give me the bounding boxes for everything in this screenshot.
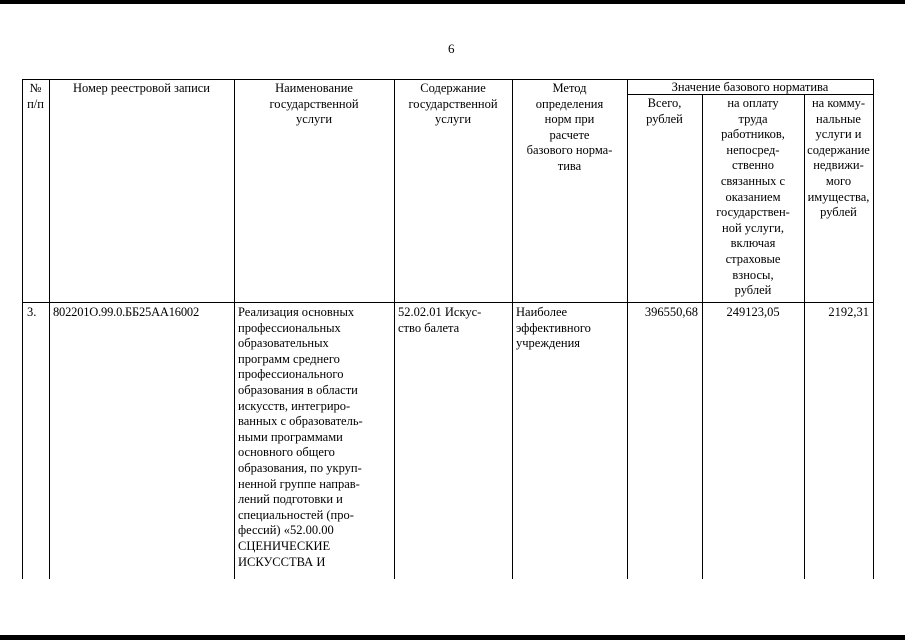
- col-line-0: [22, 79, 23, 579]
- header-labor: на оплату труда работников, непосред- ственно связанных с оказанием государствен- ной услуги, включая страховые взносы, рублей: [716, 96, 790, 298]
- col-line-3: [394, 79, 395, 579]
- header-norm-group: Значение базового норматива: [671, 80, 829, 94]
- col-line-5: [627, 79, 628, 579]
- header-num: № п/п: [27, 81, 44, 111]
- col-line-2: [234, 79, 235, 579]
- col-line-1: [49, 79, 50, 579]
- row-utilities: 2192,31: [828, 305, 869, 319]
- header-method: Метод определения норм при расчете базового норма- тива: [526, 81, 613, 173]
- row-num: 3.: [27, 305, 37, 319]
- header-service-name: Наименование государственной услуги: [269, 81, 359, 127]
- row-total: 396550,68: [644, 305, 698, 319]
- header-total: Всего, рублей: [646, 96, 683, 126]
- top-border: [0, 0, 905, 4]
- row-registry: 802201О.99.0.ББ25АА16002: [53, 305, 200, 319]
- page-number: 6: [448, 41, 455, 56]
- row-labor: 249123,05: [726, 305, 780, 319]
- row-service-content: 52.02.01 Искус- ство балета: [398, 305, 482, 335]
- row-service-name: Реализация основных профессиональных образовательных программ среднего профессионального образования в области искусств, интегриро- ванных с образователь- ными программами основного общего образования, по укруп- ненной группе направ- лений подготовки и специальностей (про- фессий) «52.00.00 СЦЕНИЧЕСКИЕ ИСКУССТВА И: [238, 305, 363, 569]
- header-utilities: на комму- нальные услуги и содержание недвижи- мого имущества, рублей: [807, 96, 870, 220]
- row-method: Наиболее эффективного учреждения: [516, 305, 591, 351]
- header-registry: Номер реестровой записи: [72, 81, 210, 95]
- bottom-border: [0, 635, 905, 640]
- header-bottom-line: [22, 302, 873, 303]
- header-service-content: Содержание государственной услуги: [408, 81, 498, 127]
- col-line-8: [873, 79, 874, 579]
